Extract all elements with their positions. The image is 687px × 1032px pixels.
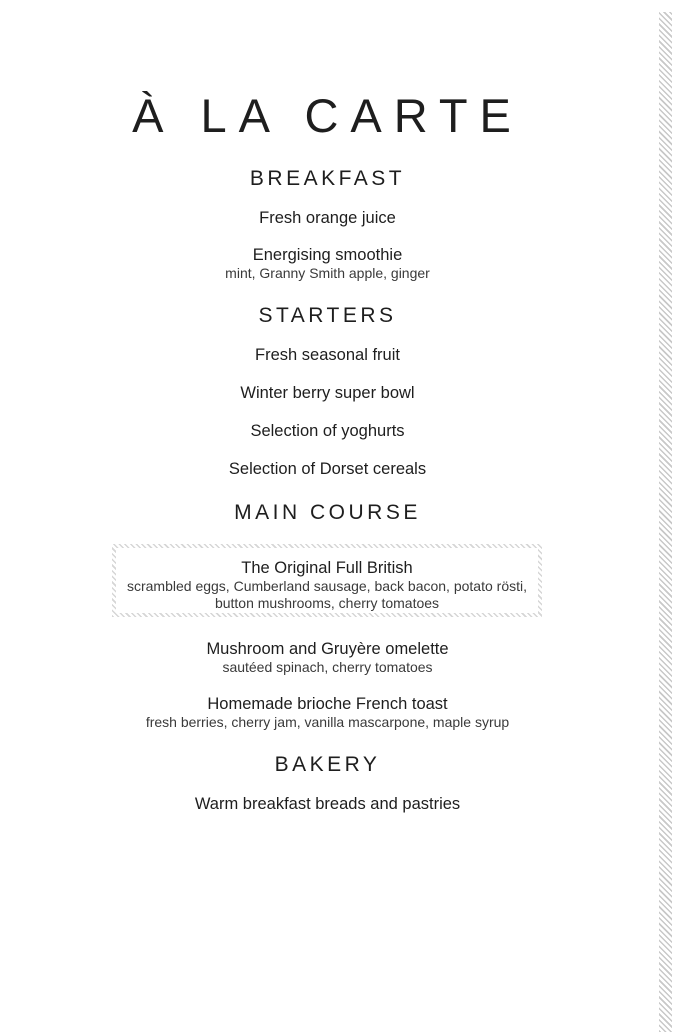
featured-item-box <box>112 544 542 617</box>
menu-item <box>0 694 655 731</box>
featured-item-description: button mushrooms, cherry tomatoes <box>214 595 440 611</box>
menu-item-description: fresh berries, cherry jam, vanilla mascarpone, maple syrup <box>145 714 510 730</box>
section-heading-starters: STARTERS <box>258 304 397 327</box>
menu-item-name: Warm breakfast breads and pastries <box>194 795 461 813</box>
menu-item-name: Mushroom and Gruyère omelette <box>206 640 449 658</box>
menu-item <box>0 383 655 403</box>
menu-item-name: Selection of Dorset cereals <box>228 460 427 478</box>
featured-item <box>116 548 538 613</box>
menu-item-name: Fresh orange juice <box>259 209 396 227</box>
menu-item-description: sautéed spinach, cherry tomatoes <box>222 659 433 675</box>
menu-item-name: Winter berry super bowl <box>240 384 415 402</box>
section-heading-breakfast: BREAKFAST <box>249 167 406 190</box>
featured-item-name: The Original Full British <box>241 559 413 577</box>
menu-item <box>0 208 655 228</box>
menu-item <box>0 345 655 365</box>
section-heading-main-course: MAIN COURSE <box>234 501 421 524</box>
menu-item-name: Fresh seasonal fruit <box>255 346 400 364</box>
decorative-hatched-border <box>659 12 672 1032</box>
menu-item-description: mint, Granny Smith apple, ginger <box>225 265 430 281</box>
menu-item <box>0 794 655 814</box>
menu-item-name: Selection of yoghurts <box>250 422 405 440</box>
menu-item <box>0 245 655 282</box>
menu-item <box>0 459 655 479</box>
menu-item <box>0 639 655 676</box>
menu-title: À LA CARTE <box>132 89 523 142</box>
menu-item-name: Energising smoothie <box>252 246 403 264</box>
menu-item-name: Homemade brioche French toast <box>207 695 448 713</box>
menu-item <box>0 421 655 441</box>
featured-item-description: scrambled eggs, Cumberland sausage, back bacon, potato rösti, <box>126 578 527 594</box>
section-heading-bakery: BAKERY <box>274 753 381 776</box>
